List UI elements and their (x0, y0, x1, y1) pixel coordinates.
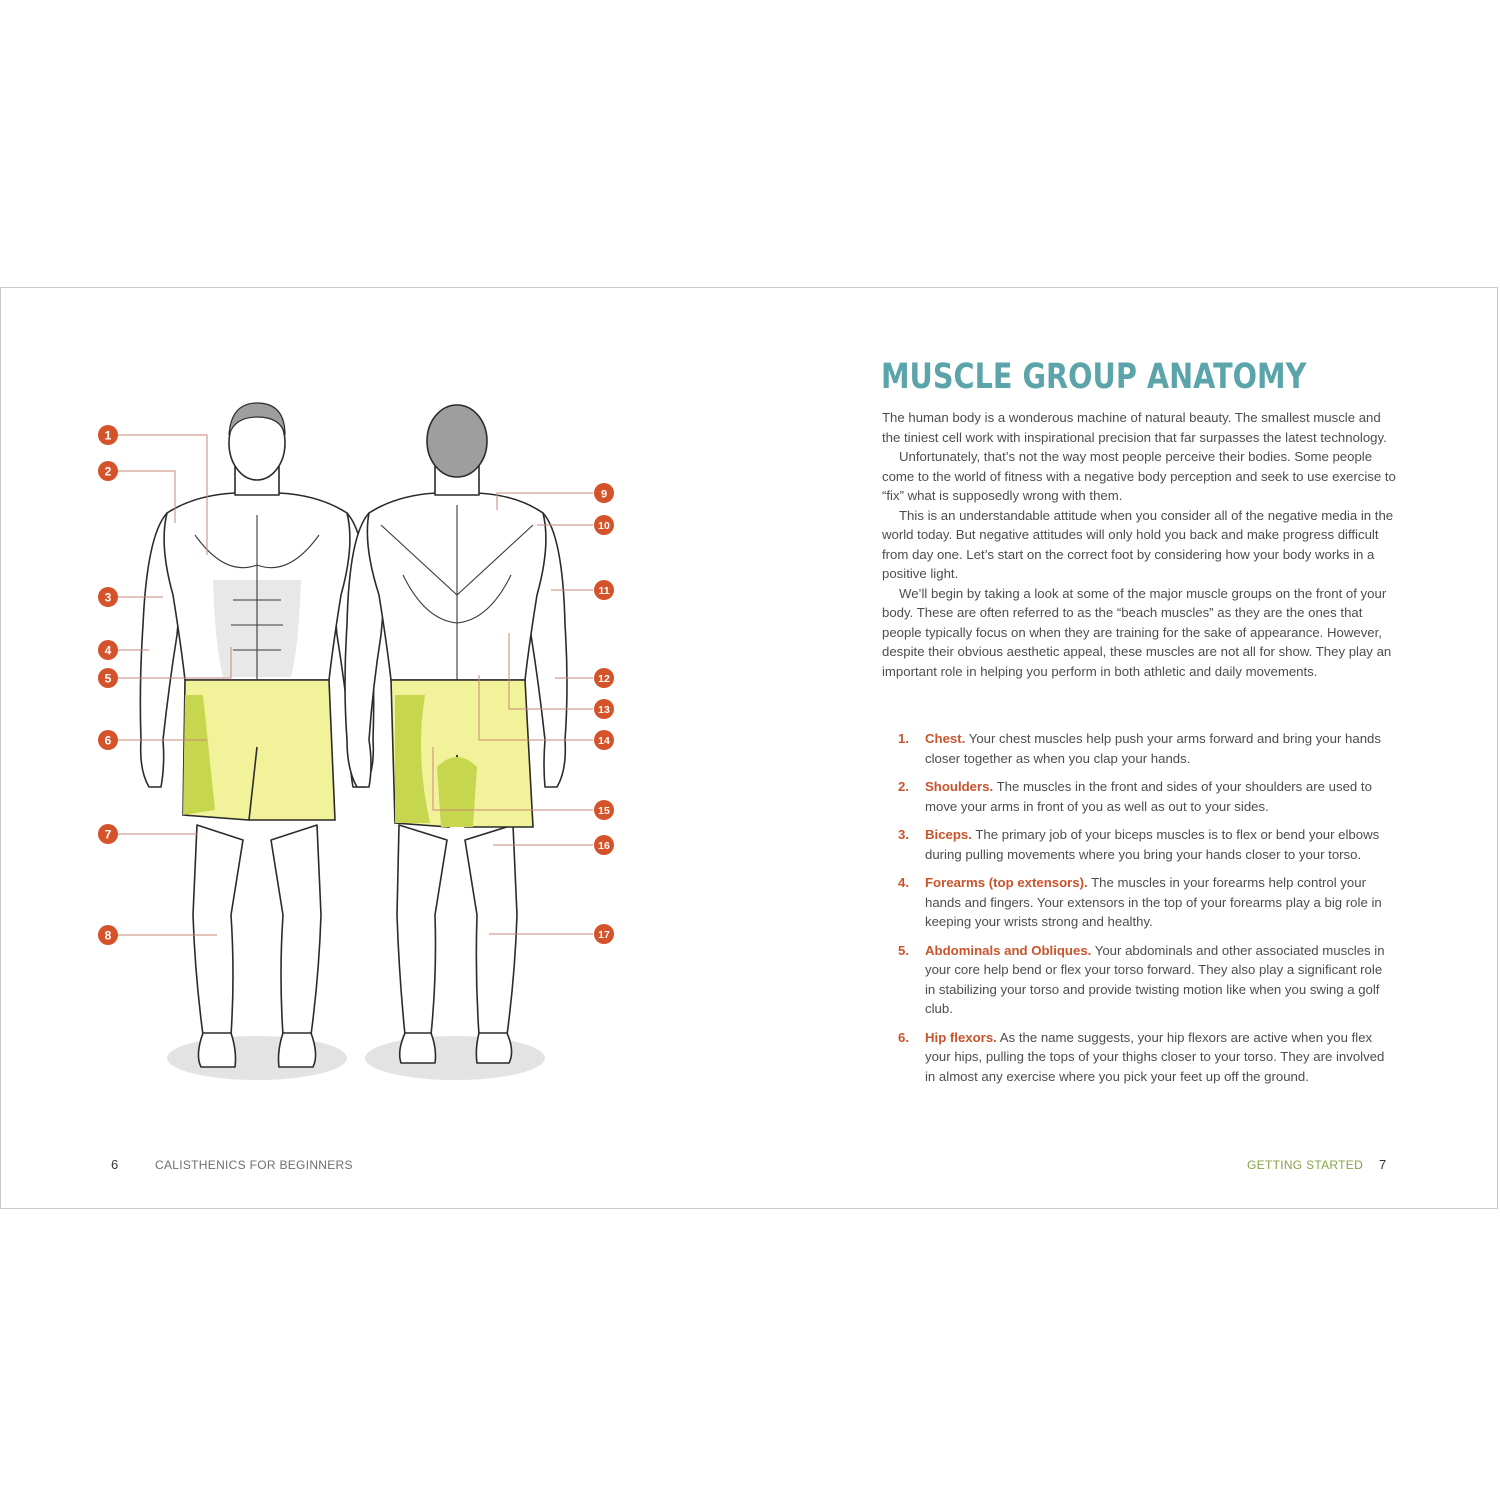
callout-4 (98, 640, 118, 660)
list-text: The muscles in your forearms help control your hands and fingers. Your extensors in the top of your forearms play a big role in keeping your wrists strong and healthy. (925, 875, 1382, 929)
list-number: 6. (898, 1029, 909, 1045)
svg-text:10: 10 (598, 520, 610, 532)
callout-1 (98, 425, 118, 445)
list-term: Forearms (top extensors). (925, 875, 1088, 890)
callout-10 (594, 515, 614, 535)
callout-9 (594, 483, 614, 503)
list-term: Chest. (925, 731, 966, 746)
list-text: The muscles in the front and sides of your shoulders are used to move your arms in front of you as well as out to your sides. (925, 779, 1372, 814)
list-item (898, 825, 1388, 864)
svg-text:9: 9 (600, 488, 608, 501)
list-text: Your chest muscles help push your arms forward and bring your hands closer together as when you clap your hands. (925, 731, 1381, 766)
list-item (898, 1028, 1388, 1087)
svg-text:13: 13 (598, 704, 610, 716)
svg-text:8: 8 (104, 928, 112, 943)
callout-13 (594, 699, 614, 719)
callout-11 (594, 580, 614, 600)
intro-paragraph: We’ll begin by taking a look at some of the major muscle groups on the front of your body. These are often referred to as the “beach muscles” as they are the ones that people typically focus on when they are training for the sake of appearance. However, despite their obvious aesthetic appeal, these muscles are not all for show. They play an important role in helping you perform in both athletic and daily movements. (882, 585, 1392, 679)
callout-5 (98, 668, 118, 688)
list-term: Hip flexors. (925, 1029, 997, 1045)
list-term: Shoulders. (925, 779, 994, 794)
callout-2 (98, 461, 118, 481)
list-number: 5. (898, 942, 909, 958)
list-number: 3. (898, 827, 909, 842)
svg-text:15: 15 (598, 805, 610, 817)
callout-16 (594, 835, 614, 855)
svg-text:14: 14 (598, 735, 610, 747)
svg-text:11: 11 (598, 585, 610, 597)
intro-text (882, 408, 1400, 681)
left-page-number: 6 (111, 1157, 119, 1172)
callout-14 (594, 730, 614, 750)
list-number: 4. (898, 875, 909, 890)
svg-text:16: 16 (598, 840, 610, 852)
right-running-head: GETTING STARTED (1247, 1158, 1364, 1172)
list-term: Abdominals and Obliques. (925, 942, 1092, 958)
list-text: Your abdominals and other associated muscles in your core help bend or flex your torso forward. They also play a significant role in stabilizing your torso and provide twisting motion like when you swing a golf club. (925, 942, 1385, 1016)
callout-3 (98, 587, 118, 607)
intro-paragraph: The human body is a wonderous machine of natural beauty. The smallest muscle and the tiniest cell work with inspirational precision that far surpasses the latest technology. (882, 410, 1387, 445)
callout-7 (98, 824, 118, 844)
callout-6 (98, 730, 118, 750)
callout-15 (594, 800, 614, 820)
svg-text:6: 6 (104, 733, 112, 748)
back-ground-shadow (365, 1036, 545, 1080)
muscle-anatomy-figure (85, 395, 630, 1095)
front-ground-shadow (167, 1036, 347, 1080)
list-number: 1. (898, 731, 909, 746)
right-page-number: 7 (1379, 1157, 1387, 1172)
list-term: Biceps. (925, 827, 972, 842)
callout-12 (594, 668, 614, 688)
svg-text:12: 12 (598, 673, 610, 685)
page-title: MUSCLE GROUP ANATOMY (881, 357, 1307, 397)
svg-text:1: 1 (104, 428, 112, 443)
svg-text:5: 5 (104, 671, 112, 686)
list-number: 2. (898, 779, 909, 794)
muscle-list (898, 729, 1388, 1095)
list-item (898, 941, 1388, 1019)
svg-text:4: 4 (104, 643, 112, 658)
list-item (898, 777, 1388, 816)
svg-text:3: 3 (104, 590, 112, 605)
left-running-head: CALISTHENICS FOR BEGINNERS (155, 1158, 353, 1172)
intro-paragraph: Unfortunately, that’s not the way most people perceive their bodies. Some people come to the world of fitness with a negative body perception and seek to use exercise to “fix” what is supposedly wrong with them. (882, 449, 1396, 503)
svg-text:2: 2 (104, 464, 112, 479)
list-text: The primary job of your biceps muscles is to flex or bend your elbows during pulling movements where you bring your hands closer to your torso. (925, 827, 1380, 862)
intro-paragraph: This is an understandable attitude when you consider all of the negative media in the world today. But negative attitudes will only hold you back and make progress difficult from day one. Let’s start on the correct foot by considering how your body works in a positive light. (882, 507, 1394, 581)
callout-17 (594, 924, 614, 944)
svg-text:7: 7 (104, 827, 112, 842)
callout-8 (98, 925, 118, 945)
list-text: As the name suggests, your hip flexors are active when you flex your hips, pulling the tops of your thighs closer to your torso. They are involved in almost any exercise where you pick your feet up off the ground. (925, 1029, 1385, 1084)
svg-text:17: 17 (598, 929, 610, 941)
list-item (898, 873, 1388, 932)
list-item (898, 729, 1388, 768)
